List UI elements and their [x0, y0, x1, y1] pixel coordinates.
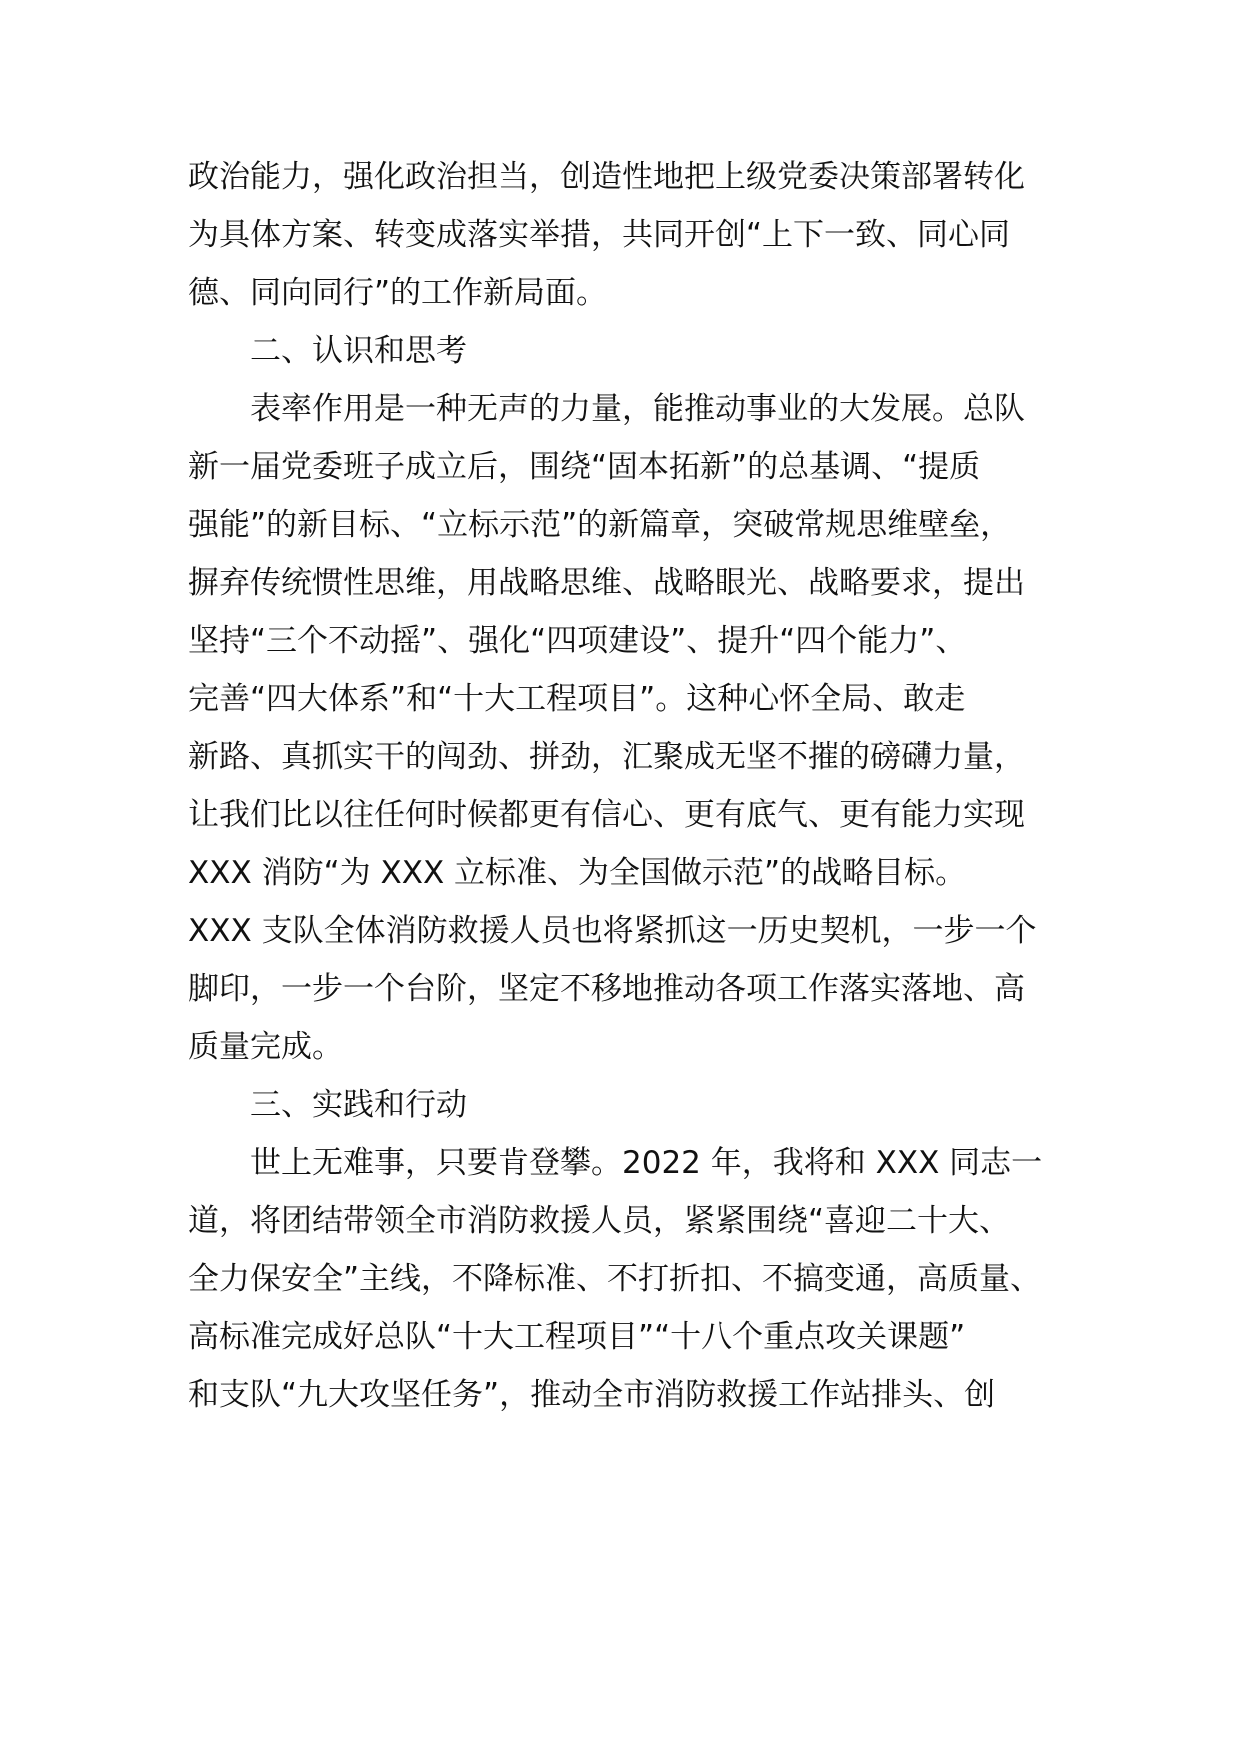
paragraph-line: XXX 支队全体消防救援人员也将紧抓这一历史契机，一步一个 [188, 913, 1037, 949]
paragraph-line: 完善“四大体系”和“十大工程项目”。这种心怀全局、敢走 [188, 681, 966, 717]
paragraph-line: 高标准完成好总队“十大工程项目”“十八个重点攻关课题” [188, 1319, 966, 1355]
paragraph-line: 政治能力，强化政治担当，创造性地把上级党委决策部署转化 [188, 159, 1025, 195]
paragraph-line: 摒弃传统惯性思维，用战略思维、战略眼光、战略要求，提出 [188, 565, 1025, 601]
paragraph-line: 表率作用是一种无声的力量，能推动事业的大发展。总队 [250, 391, 1025, 427]
paragraph-line: 质量完成。 [188, 1029, 343, 1065]
paragraph-line: 全力保安全”主线，不降标准、不打折扣、不搞变通，高质量、 [188, 1261, 1042, 1297]
paragraph-line: 道，将团结带领全市消防救援人员，紧紧围绕“喜迎二十大、 [188, 1203, 1011, 1239]
paragraph-line: 和支队“九大攻坚任务”，推动全市消防救援工作站排头、创 [188, 1377, 996, 1413]
paragraph-line: 德、同向同行”的工作新局面。 [188, 275, 608, 311]
paragraph-line: 强能”的新目标、“立标示范”的新篇章，突破常规思维壁垒， [188, 507, 1012, 543]
paragraph-line: 让我们比以往任何时候都更有信心、更有底气、更有能力实现 [188, 797, 1025, 833]
paragraph-line: 新一届党委班子成立后，围绕“固本拓新”的总基调、“提质 [188, 449, 981, 485]
paragraph-line: 脚印，一步一个台阶，坚定不移地推动各项工作落实落地、高 [188, 971, 1025, 1007]
paragraph-line: 世上无难事，只要肯登攀。2022 年，我将和 XXX 同志一 [250, 1145, 1043, 1181]
section-heading: 三、实践和行动 [250, 1087, 467, 1123]
section-heading: 二、认识和思考 [250, 333, 467, 369]
paragraph-line: XXX 消防“为 XXX 立标准、为全国做示范”的战略目标。 [188, 855, 967, 891]
paragraph-line: 新路、真抓实干的闯劲、拼劲，汇聚成无坚不摧的磅礴力量， [188, 739, 1025, 775]
paragraph-line: 为具体方案、转变成落实举措，共同开创“上下一致、同心同 [188, 217, 1011, 253]
paragraph-line: 坚持“三个不动摇”、强化“四项建设”、提升“四个能力”、 [188, 623, 967, 659]
